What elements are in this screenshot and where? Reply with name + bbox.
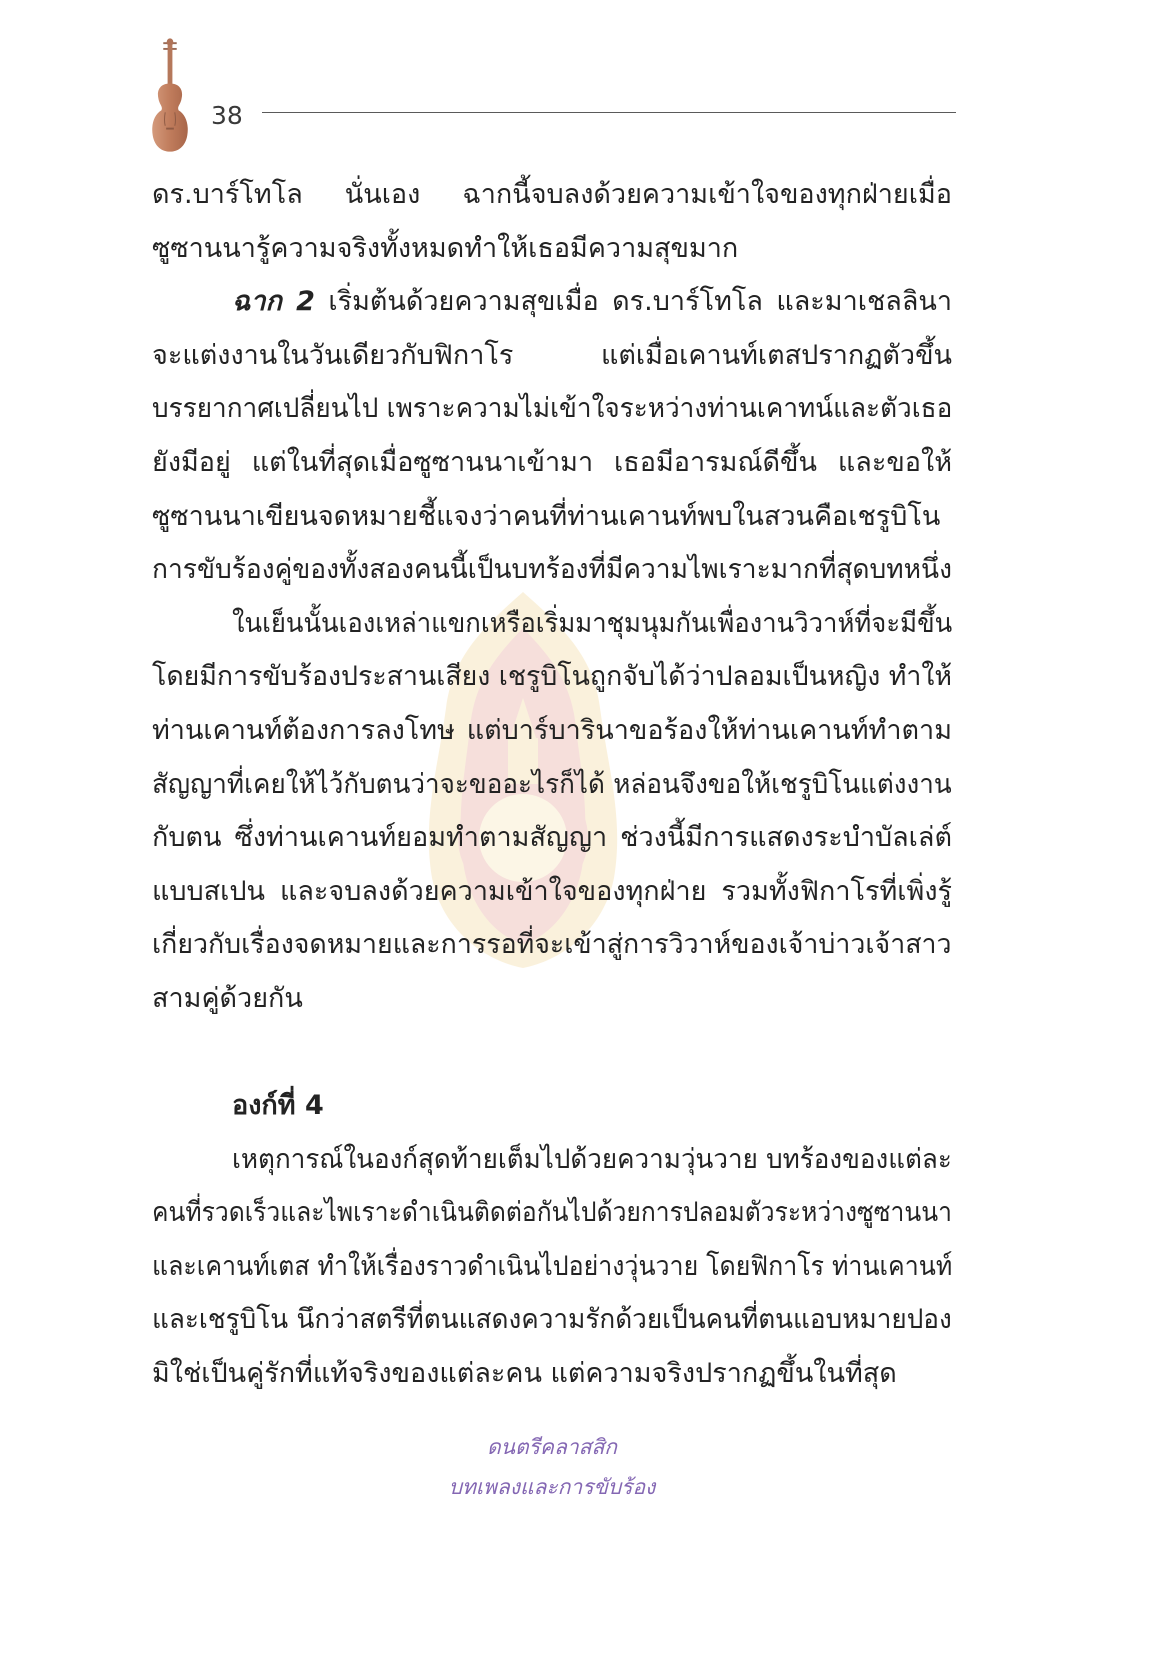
text-line: การขับร้องคู่ของทั้งสองคนนี้เป็นบทร้องที่มีความไพเราะมากที่สุดบทหนึ่ง: [152, 554, 952, 586]
footer-title: ดนตรีคลาสสิก: [487, 1435, 617, 1459]
text-line: โดยมีการขับร้องประสานเสียง เชรูบิโนถูกจับได้ว่าปลอมเป็นหญิง ทำให้: [152, 661, 952, 693]
text-line: จะแต่งงานในวันเดียวกับฟิกาโร แต่เมื่อเคานท์เตสปรากฏตัวขึ้น: [152, 339, 952, 371]
text-line: ในเย็นนั้นเองเหล่าแขกเหรือเริ่มมาชุมนุมกันเพื่องานวิวาห์ที่จะมีขึ้น: [232, 607, 953, 639]
text-line: และเคานท์เตส ทำให้เรื่องราวดำเนินไปอย่างวุ่นวาย โดยฟิกาโร ท่านเคานท์: [152, 1250, 953, 1282]
text-line: แบบสเปน และจบลงด้วยความเข้าใจของทุกฝ่าย รวมทั้งฟิกาโรที่เพิ่งรู้: [152, 875, 952, 907]
text-line: สามคู่ด้วยกัน: [152, 982, 303, 1014]
text-span: เริ่มต้นด้วยความสุขเมื่อ ดร.บาร์โทโล และมาเชลลินา: [328, 286, 952, 318]
section-heading: องก์ที่ 4: [232, 1090, 324, 1122]
section-gap: [152, 1026, 952, 1080]
page-number: 38: [211, 101, 243, 130]
text-line: เหตุการณ์ในองก์สุดท้ายเต็มไปด้วยความวุ่นวาย บทร้องของแต่ละ: [232, 1143, 952, 1175]
text-line: คนที่รวดเร็วและไพเราะดำเนินติดต่อกันไปด้วยการปลอมตัวระหว่างซูซานนา: [152, 1197, 952, 1229]
paragraph: [152, 1133, 952, 1401]
text-line: ซูซานนารู้ความจริงทั้งหมดทำให้เธอมีความสุขมาก: [152, 232, 739, 264]
text-line: สัญญาที่เคยให้ไว้กับตนว่าจะขออะไรก็ได้ หล่อนจึงขอให้เชรูบิโนแต่งงาน: [152, 768, 952, 800]
body-text: [152, 168, 952, 1401]
footer-subtitle: บทเพลงและการขับร้อง: [448, 1475, 656, 1499]
text-line: บรรยากาศเปลี่ยนไป เพราะความไม่เข้าใจระหว่างท่านเคาทน์และตัวเธอ: [152, 393, 953, 425]
paragraph: [152, 597, 952, 1026]
header-rule: [262, 112, 956, 113]
paragraph: [152, 275, 952, 597]
text-line: ยังมีอยู่ แต่ในที่สุดเมื่อซูซานนาเข้ามา เธอมีอารมณ์ดีขึ้น และขอให้: [152, 446, 952, 478]
scene-label: ฉาก 2: [232, 286, 315, 318]
text-line: ซูซานนาเขียนจดหมายชี้แจงว่าคนที่ท่านเคานท์พบในสวนคือเชรูบิโน: [152, 500, 941, 532]
text-line: มิใช่เป็นคู่รักที่แท้จริงของแต่ละคน แต่ความจริงปรากฏขึ้นในที่สุด: [152, 1358, 897, 1390]
text-line: เกี่ยวกับเรื่องจดหมายและการรอที่จะเข้าสู่การวิวาห์ของเจ้าบ่าวเจ้าสาว: [152, 929, 952, 961]
text-line: ท่านเคานท์ต้องการลงโทษ แต่บาร์บารินาขอร้องให้ท่านเคานท์ทำตาม: [152, 714, 952, 746]
paragraph: [152, 168, 952, 275]
violin-icon: [146, 36, 194, 154]
text-line: ดร.บาร์โทโล นั่นเอง ฉากนี้จบลงด้วยความเข้าใจของทุกฝ่ายเมื่อ: [152, 179, 952, 210]
text-line: [232, 275, 952, 329]
text-line: และเชรูบิโน นึกว่าสตรีที่ตนแสดงความรักด้วยเป็นคนที่ตนแอบหมายปอง: [152, 1304, 952, 1336]
text-line: กับตน ซึ่งท่านเคานท์ยอมทำตามสัญญา ช่วงนี้มีการแสดงระบำบัลเล่ต์: [152, 822, 952, 854]
